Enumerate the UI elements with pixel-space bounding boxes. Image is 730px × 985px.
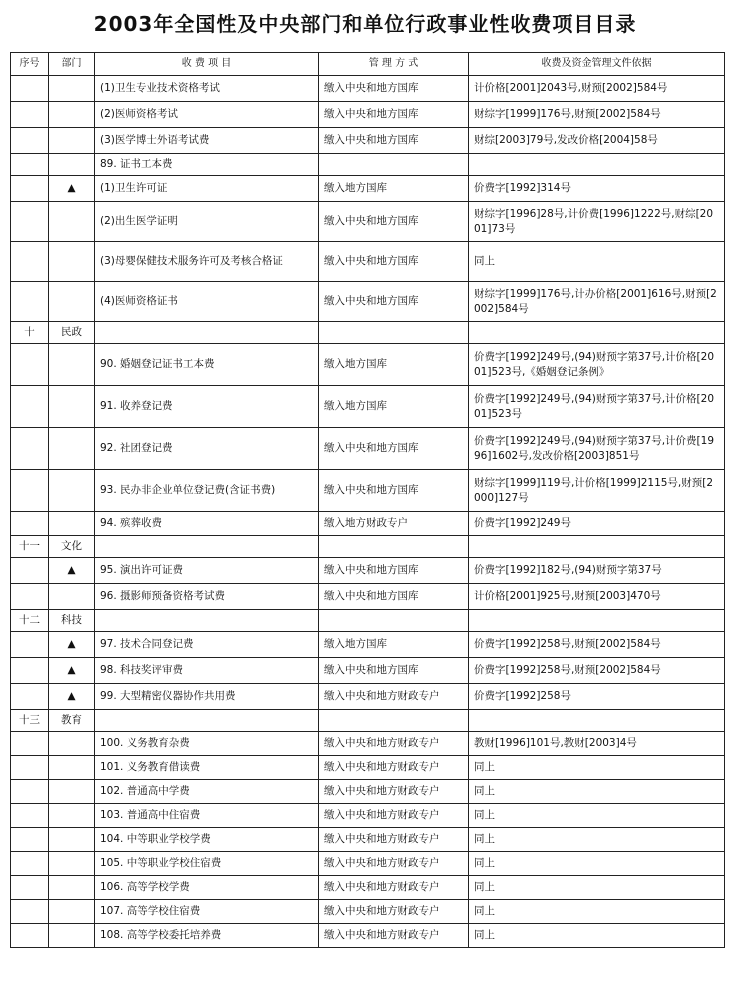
table-row [11, 470, 725, 512]
cell-item [95, 610, 319, 632]
cell-seq [11, 732, 49, 756]
cell-basis: 价费字[1992]182号,(94)财预字第37号 [469, 558, 725, 584]
table-row [11, 386, 725, 428]
cell-dept [49, 756, 95, 780]
cell-dept: ▲ [49, 658, 95, 684]
cell-seq [11, 924, 49, 948]
cell-seq: 十二 [11, 610, 49, 632]
cell-mgmt: 缴入中央和地方财政专户 [319, 900, 469, 924]
cell-basis: 价费字[1992]249号,(94)财预字第37号,计价格[2001]523号 [469, 386, 725, 428]
cell-mgmt: 缴入中央和地方国库 [319, 102, 469, 128]
cell-item: (1)卫生专业技术资格考试 [95, 76, 319, 102]
table-row [11, 852, 725, 876]
cell-mgmt [319, 154, 469, 176]
cell-basis: 财综[2003]79号,发改价格[2004]58号 [469, 128, 725, 154]
cell-dept [49, 732, 95, 756]
cell-item: 100. 义务教育杂费 [95, 732, 319, 756]
cell-seq: 十 [11, 322, 49, 344]
table-row [11, 322, 725, 344]
table-row [11, 710, 725, 732]
cell-seq [11, 632, 49, 658]
cell-item: 91. 收养登记费 [95, 386, 319, 428]
cell-dept: ▲ [49, 558, 95, 584]
cell-mgmt: 缴入中央和地方财政专户 [319, 732, 469, 756]
cell-dept: ▲ [49, 176, 95, 202]
cell-mgmt: 缴入中央和地方国库 [319, 242, 469, 282]
cell-seq [11, 282, 49, 322]
cell-dept [49, 428, 95, 470]
header-mgmt: 管 理 方 式 [319, 53, 469, 76]
cell-item: (3)医学博士外语考试费 [95, 128, 319, 154]
cell-dept [49, 924, 95, 948]
cell-item: 97. 技术合同登记费 [95, 632, 319, 658]
cell-item: (4)医师资格证书 [95, 282, 319, 322]
cell-basis: 同上 [469, 852, 725, 876]
cell-basis: 财综字[1996]28号,计价费[1996]1222号,财综[2001]73号 [469, 202, 725, 242]
cell-item: 94. 殡葬收费 [95, 512, 319, 536]
cell-dept [49, 512, 95, 536]
table-body [11, 76, 725, 948]
cell-item: 99. 大型精密仪器协作共用费 [95, 684, 319, 710]
cell-seq [11, 154, 49, 176]
cell-dept [49, 900, 95, 924]
cell-seq [11, 876, 49, 900]
table-row [11, 658, 725, 684]
cell-item [95, 536, 319, 558]
table-row [11, 512, 725, 536]
cell-dept [49, 780, 95, 804]
cell-basis: 价费字[1992]249号,(94)财预字第37号,计价费[1996]1602号,发改价格[2003]851号 [469, 428, 725, 470]
cell-mgmt: 缴入中央和地方财政专户 [319, 852, 469, 876]
cell-mgmt: 缴入中央和地方国库 [319, 202, 469, 242]
cell-basis: 同上 [469, 804, 725, 828]
cell-item: 105. 中等职业学校住宿费 [95, 852, 319, 876]
cell-dept [49, 344, 95, 386]
cell-mgmt [319, 610, 469, 632]
cell-dept [49, 102, 95, 128]
cell-seq [11, 684, 49, 710]
cell-basis [469, 154, 725, 176]
header-basis: 收费及资金管理文件依据 [469, 53, 725, 76]
cell-basis [469, 610, 725, 632]
cell-seq [11, 102, 49, 128]
cell-dept [49, 828, 95, 852]
cell-basis: 计价格[2001]2043号,财预[2002]584号 [469, 76, 725, 102]
table-row [11, 900, 725, 924]
cell-item: 96. 摄影师预备资格考试费 [95, 584, 319, 610]
cell-mgmt: 缴入中央和地方财政专户 [319, 684, 469, 710]
cell-seq [11, 512, 49, 536]
cell-dept: 文化 [49, 536, 95, 558]
table-row [11, 102, 725, 128]
cell-item: 101. 义务教育借读费 [95, 756, 319, 780]
cell-mgmt: 缴入中央和地方财政专户 [319, 876, 469, 900]
cell-basis: 同上 [469, 828, 725, 852]
cell-mgmt: 缴入地方国库 [319, 386, 469, 428]
table-row [11, 176, 725, 202]
table-row [11, 584, 725, 610]
cell-dept: 科技 [49, 610, 95, 632]
cell-item: 98. 科技奖评审费 [95, 658, 319, 684]
cell-dept [49, 386, 95, 428]
cell-seq [11, 242, 49, 282]
table-row [11, 732, 725, 756]
table-row [11, 610, 725, 632]
cell-basis: 价费字[1992]258号,财预[2002]584号 [469, 632, 725, 658]
table-row [11, 344, 725, 386]
cell-item: 104. 中等职业学校学费 [95, 828, 319, 852]
fee-catalog-table [10, 52, 725, 948]
cell-item: 90. 婚姻登记证书工本费 [95, 344, 319, 386]
cell-mgmt: 缴入中央和地方财政专户 [319, 828, 469, 852]
table-row [11, 428, 725, 470]
cell-basis: 计价格[2001]925号,财预[2003]470号 [469, 584, 725, 610]
cell-basis: 同上 [469, 242, 725, 282]
cell-basis: 财综字[1999]119号,计价格[1999]2115号,财预[2000]127号 [469, 470, 725, 512]
cell-basis: 财综字[1999]176号,财预[2002]584号 [469, 102, 725, 128]
cell-item [95, 710, 319, 732]
cell-seq [11, 428, 49, 470]
cell-seq [11, 780, 49, 804]
cell-mgmt: 缴入地方财政专户 [319, 512, 469, 536]
cell-mgmt: 缴入中央和地方国库 [319, 282, 469, 322]
table-row [11, 76, 725, 102]
cell-seq [11, 804, 49, 828]
cell-basis: 价费字[1992]249号 [469, 512, 725, 536]
cell-item: 95. 演出许可证费 [95, 558, 319, 584]
cell-dept [49, 128, 95, 154]
cell-item: 89. 证书工本费 [95, 154, 319, 176]
cell-mgmt: 缴入地方国库 [319, 632, 469, 658]
header-dept: 部门 [49, 53, 95, 76]
table-row [11, 924, 725, 948]
cell-dept: 民政 [49, 322, 95, 344]
cell-dept: ▲ [49, 684, 95, 710]
cell-seq [11, 76, 49, 102]
cell-dept [49, 202, 95, 242]
cell-basis: 价费字[1992]314号 [469, 176, 725, 202]
cell-seq: 十三 [11, 710, 49, 732]
cell-dept [49, 470, 95, 512]
cell-mgmt: 缴入中央和地方国库 [319, 658, 469, 684]
cell-item: (3)母婴保健技术服务许可及考核合格证 [95, 242, 319, 282]
cell-dept [49, 852, 95, 876]
cell-basis: 同上 [469, 876, 725, 900]
table-row [11, 558, 725, 584]
cell-item: (2)出生医学证明 [95, 202, 319, 242]
header-item: 收 费 项 目 [95, 53, 319, 76]
cell-dept [49, 584, 95, 610]
cell-basis: 教财[1996]101号,教财[2003]4号 [469, 732, 725, 756]
cell-mgmt: 缴入中央和地方国库 [319, 76, 469, 102]
cell-item: 92. 社团登记费 [95, 428, 319, 470]
cell-seq [11, 852, 49, 876]
cell-dept [49, 876, 95, 900]
cell-mgmt: 缴入地方国库 [319, 176, 469, 202]
cell-seq [11, 756, 49, 780]
cell-basis: 价费字[1992]258号,财预[2002]584号 [469, 658, 725, 684]
cell-seq [11, 828, 49, 852]
cell-basis: 同上 [469, 924, 725, 948]
cell-item: (2)医师资格考试 [95, 102, 319, 128]
table-row [11, 684, 725, 710]
cell-item [95, 322, 319, 344]
cell-mgmt: 缴入地方国库 [319, 344, 469, 386]
cell-mgmt: 缴入中央和地方国库 [319, 128, 469, 154]
cell-dept [49, 154, 95, 176]
table-row [11, 828, 725, 852]
table-row [11, 876, 725, 900]
table-row [11, 202, 725, 242]
cell-dept [49, 76, 95, 102]
table-row [11, 756, 725, 780]
cell-mgmt [319, 322, 469, 344]
cell-dept: ▲ [49, 632, 95, 658]
cell-seq [11, 900, 49, 924]
cell-dept [49, 282, 95, 322]
table-row [11, 780, 725, 804]
cell-seq [11, 386, 49, 428]
table-row [11, 282, 725, 322]
cell-basis [469, 322, 725, 344]
cell-dept [49, 242, 95, 282]
table-row [11, 242, 725, 282]
cell-seq [11, 658, 49, 684]
cell-basis: 同上 [469, 900, 725, 924]
cell-seq [11, 558, 49, 584]
cell-dept: 教育 [49, 710, 95, 732]
cell-basis: 财综字[1999]176号,计办价格[2001]616号,财预[2002]584号 [469, 282, 725, 322]
cell-basis [469, 536, 725, 558]
table-row [11, 128, 725, 154]
table-row [11, 804, 725, 828]
cell-basis [469, 710, 725, 732]
cell-mgmt: 缴入中央和地方财政专户 [319, 756, 469, 780]
table-header-row [11, 53, 725, 76]
cell-item: 108. 高等学校委托培养费 [95, 924, 319, 948]
cell-item: (1)卫生许可证 [95, 176, 319, 202]
table-row [11, 632, 725, 658]
cell-item: 103. 普通高中住宿费 [95, 804, 319, 828]
cell-seq [11, 344, 49, 386]
cell-seq [11, 202, 49, 242]
cell-mgmt [319, 536, 469, 558]
cell-seq [11, 470, 49, 512]
table-row [11, 154, 725, 176]
cell-dept [49, 804, 95, 828]
cell-item: 107. 高等学校住宿费 [95, 900, 319, 924]
header-seq: 序号 [11, 53, 49, 76]
cell-mgmt: 缴入中央和地方财政专户 [319, 780, 469, 804]
cell-mgmt: 缴入中央和地方国库 [319, 558, 469, 584]
cell-seq: 十一 [11, 536, 49, 558]
cell-mgmt: 缴入中央和地方国库 [319, 584, 469, 610]
cell-seq [11, 128, 49, 154]
cell-basis: 同上 [469, 780, 725, 804]
cell-seq [11, 176, 49, 202]
page-title: 2003年全国性及中央部门和单位行政事业性收费项目目录 [93, 12, 637, 36]
cell-mgmt: 缴入中央和地方国库 [319, 470, 469, 512]
cell-mgmt: 缴入中央和地方国库 [319, 428, 469, 470]
cell-item: 106. 高等学校学费 [95, 876, 319, 900]
cell-seq [11, 584, 49, 610]
cell-item: 93. 民办非企业单位登记费(含证书费) [95, 470, 319, 512]
cell-mgmt [319, 710, 469, 732]
cell-basis: 价费字[1992]249号,(94)财预字第37号,计价格[2001]523号,《婚姻登记条例》 [469, 344, 725, 386]
cell-mgmt: 缴入中央和地方财政专户 [319, 924, 469, 948]
cell-mgmt: 缴入中央和地方财政专户 [319, 804, 469, 828]
table-row [11, 536, 725, 558]
cell-item: 102. 普通高中学费 [95, 780, 319, 804]
cell-basis: 价费字[1992]258号 [469, 684, 725, 710]
cell-basis: 同上 [469, 756, 725, 780]
